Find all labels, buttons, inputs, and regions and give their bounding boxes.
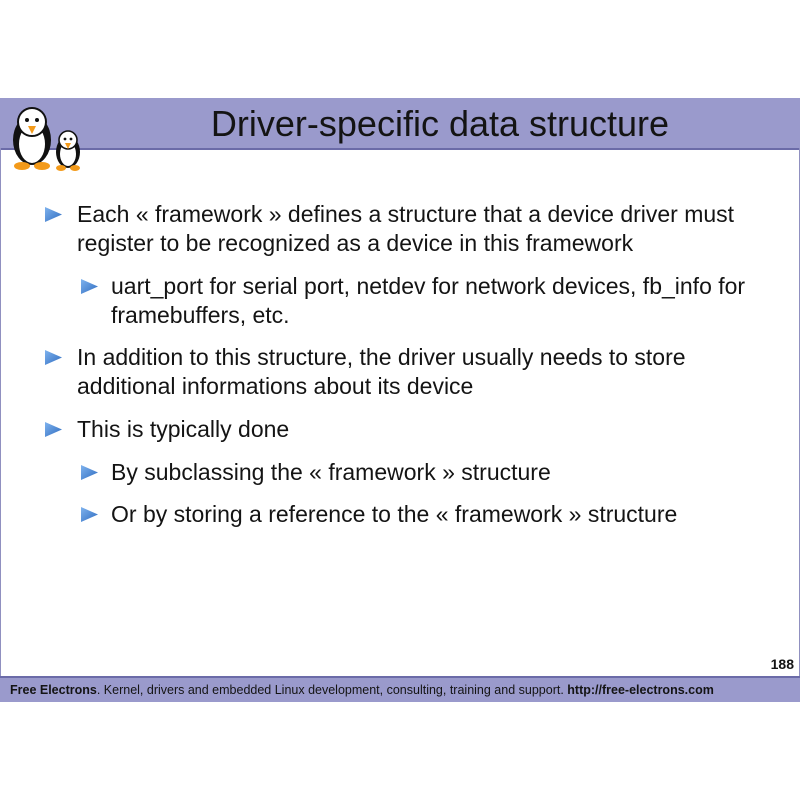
bullet-text: This is typically done bbox=[77, 416, 290, 442]
triangle-bullet-icon bbox=[81, 465, 98, 480]
footer-brand: Free Electrons bbox=[10, 683, 97, 697]
triangle-bullet-icon bbox=[45, 350, 62, 365]
slide bbox=[0, 98, 800, 702]
slide-title: Driver-specific data structure bbox=[210, 103, 670, 144]
bullet-item bbox=[111, 500, 771, 529]
bullet-text: In addition to this structure, the driver usually needs to store additional informations about its device bbox=[77, 344, 686, 399]
triangle-bullet-icon bbox=[81, 279, 98, 294]
triangle-bullet-icon bbox=[81, 507, 98, 522]
page-number: 188 bbox=[770, 656, 794, 672]
bullet-text: uart_port for serial port, netdev for network devices, fb_info for framebuffers, etc. bbox=[111, 273, 746, 328]
footer-url-link[interactable]: http://free-electrons.com bbox=[567, 683, 714, 697]
bullet-text: By subclassing the « framework » structure bbox=[111, 459, 551, 485]
bullet-text: Each « framework » defines a structure that a device driver must register to be recognized as a device in this framework bbox=[77, 201, 735, 256]
bullet-item bbox=[111, 272, 771, 330]
footer-tagline: . Kernel, drivers and embedded Linux development, consulting, training and support. bbox=[96, 683, 568, 697]
triangle-bullet-icon bbox=[45, 422, 62, 437]
title-bar bbox=[0, 98, 800, 150]
bullet-item bbox=[77, 200, 777, 258]
footer bbox=[0, 676, 800, 702]
slide-content bbox=[0, 148, 800, 676]
bullet-item bbox=[111, 458, 771, 487]
bullet-item bbox=[77, 343, 777, 401]
bullet-text: Or by storing a reference to the « framework » structure bbox=[111, 501, 678, 527]
bullet-item bbox=[77, 415, 777, 444]
triangle-bullet-icon bbox=[45, 207, 62, 222]
